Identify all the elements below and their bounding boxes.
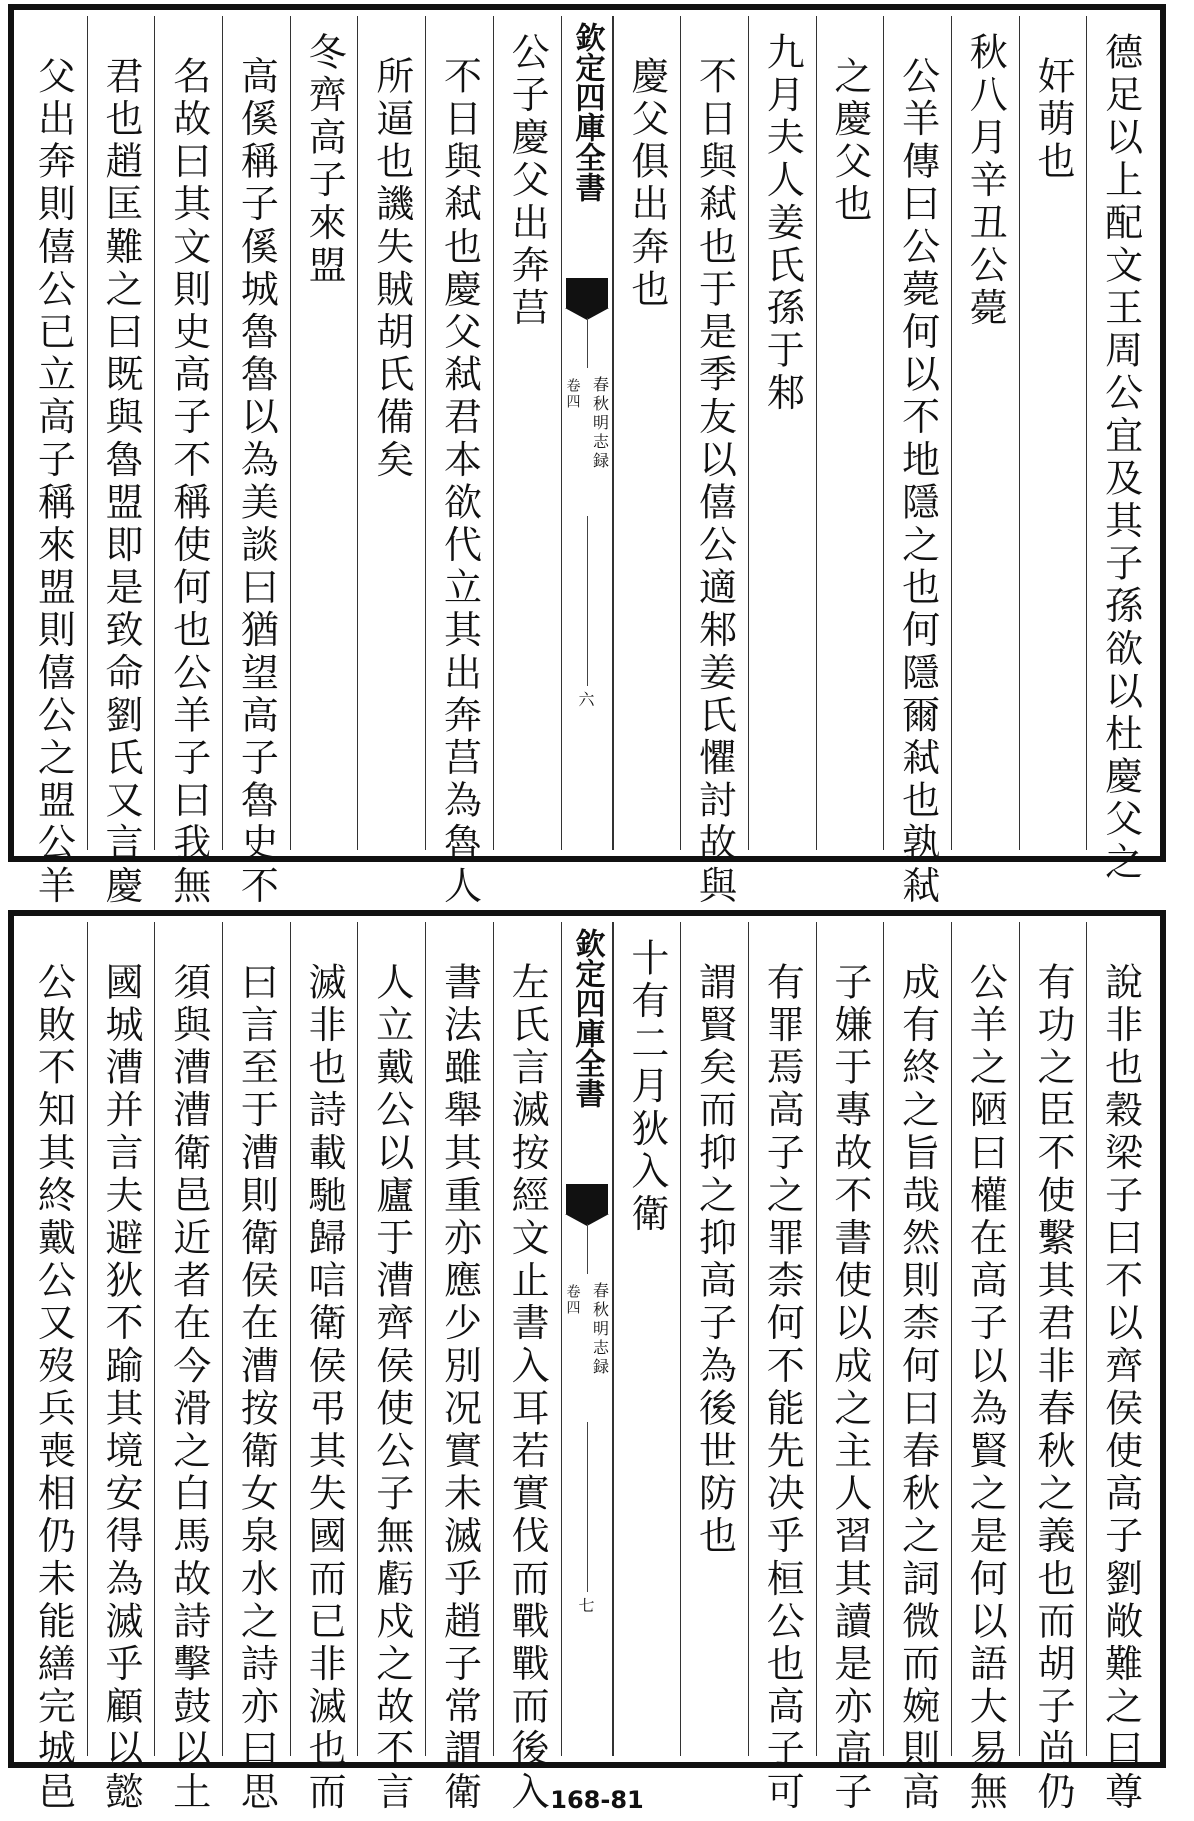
center-margin: [561, 16, 613, 850]
column-text: 成有終之旨哉然則柰何曰春秋之詞微而婉則高: [895, 962, 940, 1814]
text-column: [290, 922, 358, 1814]
text-column: [493, 922, 561, 1814]
book-title: 春秋明志録: [590, 376, 610, 471]
text-column: [222, 16, 290, 908]
margin-rule: [587, 1422, 588, 1592]
column-text: 曰言至于漕則衛侯在漕按衛女泉水之詩亦曰思: [234, 962, 279, 1814]
text-column: [680, 16, 748, 908]
text-column: [87, 922, 155, 1814]
column-text: 之慶父也: [827, 56, 872, 227]
text-column: [951, 16, 1019, 850]
margin-rule: [587, 1224, 588, 1274]
column-text: 公羊傳曰公薨何以不地隱之也何隱爾弒也孰弒: [895, 56, 940, 908]
column-text: 父出奔則僖公已立高子稱來盟則僖公之盟公羊: [31, 56, 76, 908]
text-column: [748, 922, 816, 1814]
page-number: 168-81: [550, 1786, 644, 1814]
column-text: 書法雖舉其重亦應少別况實未滅乎趙子常謂衛: [437, 962, 482, 1814]
column-text: 奸萌也: [1030, 56, 1075, 184]
column-text: 冬齊高子來盟: [302, 32, 347, 288]
column-text: 說非也穀梁子曰不以齊侯使高子劉敞難之曰尊: [1098, 962, 1143, 1814]
text-column: [1086, 16, 1154, 884]
library-title: 欽定四庫全書: [569, 928, 605, 1108]
fish-tail-mark: [566, 278, 608, 308]
book-title: 春秋明志録: [590, 1282, 610, 1377]
column-text: 有罪焉高子之罪柰何不能先决乎桓公也高子可: [760, 962, 805, 1814]
text-column: [883, 922, 951, 1814]
column-text: 國城漕并言夫避狄不踰其境安得為滅乎顧以懿: [99, 962, 144, 1814]
text-column: [680, 922, 748, 1756]
text-column: [154, 922, 222, 1814]
column-text: 名故曰其文則史高子不稱使何也公羊子曰我無: [166, 56, 211, 908]
column-text: 謂賢矣而抑之抑高子為後世防也: [692, 962, 737, 1559]
text-column: [816, 922, 884, 1814]
library-title: 欽定四庫全書: [569, 22, 605, 202]
text-column: [1019, 16, 1087, 850]
text-column: [290, 16, 358, 850]
text-column: [883, 16, 951, 908]
text-column: [357, 922, 425, 1814]
column-text: 君也趙匡難之曰既與魯盟即是致命劉氏又言慶: [99, 56, 144, 908]
column-text: 慶父俱出奔也: [624, 56, 669, 312]
fish-tail-mark: [566, 1184, 608, 1214]
margin-rule: [587, 318, 588, 368]
column-text: 所逼也譏失賊胡氏備矣: [369, 56, 414, 482]
column-text: 德足以上配文王周公宜及其子孫欲以杜慶父之: [1098, 32, 1143, 884]
text-column: [1019, 922, 1087, 1814]
top-columns: [20, 16, 1154, 908]
text-column: [20, 922, 87, 1814]
text-column: [951, 922, 1019, 1814]
column-text: 須與漕漕衛邑近者在今滑之白馬故詩擊鼓以土: [166, 962, 211, 1814]
column-text: 十有二月狄入衛: [624, 938, 669, 1237]
column-text: 秋八月辛丑公薨: [963, 32, 1008, 331]
column-text: 左氏言滅按經文止書入耳若實伐而戰戰而後入: [505, 962, 550, 1814]
column-text: 公敗不知其終戴公又歿兵喪相仍未能繕完城邑: [31, 962, 76, 1814]
text-column: [748, 16, 816, 850]
column-text: 有功之臣不使繫其君非春秋之義也而胡子尚仍: [1030, 962, 1075, 1814]
text-column: [425, 16, 493, 908]
column-text: 九月夫人姜氏孫于邾: [760, 32, 805, 416]
column-text: 不日與弒也慶父弒君本欲代立其出奔莒為魯人: [437, 56, 482, 908]
juan-number: 卷四: [564, 378, 581, 410]
column-text: 公羊之陋曰權在高子以為賢之是何以語大易無: [963, 962, 1008, 1814]
text-column: [357, 16, 425, 850]
column-text: 不日與弒也于是季友以僖公適邾姜氏懼討故與: [692, 56, 737, 908]
text-column: [1086, 922, 1154, 1814]
margin-rule: [587, 516, 588, 686]
juan-number: 卷四: [564, 1284, 581, 1316]
column-text: 高傒稱子傒城魯魯以為美談曰猶望高子魯史不: [234, 56, 279, 908]
column-text: 子嫌于專故不書使以成之主人習其讀是亦高子: [827, 962, 872, 1814]
text-column: [222, 922, 290, 1814]
text-column: [613, 16, 681, 850]
column-text: 滅非也詩載馳歸唁衛侯弔其失國而已非滅也而: [302, 962, 347, 1814]
text-column: [20, 16, 87, 908]
top-page-frame: [8, 4, 1166, 908]
column-text: 人立戴公以廬于漕齊侯使公子無虧戍之故不言: [369, 962, 414, 1814]
text-column: [613, 922, 681, 1756]
leaf-number: 六: [578, 690, 595, 709]
text-column: [816, 16, 884, 850]
column-text: 公子慶父出奔莒: [505, 32, 550, 331]
text-column: [87, 16, 155, 908]
center-margin: [561, 922, 613, 1756]
text-column: [493, 16, 561, 850]
leaf-number: 七: [578, 1596, 595, 1615]
text-column: [425, 922, 493, 1814]
text-column: [154, 16, 222, 908]
